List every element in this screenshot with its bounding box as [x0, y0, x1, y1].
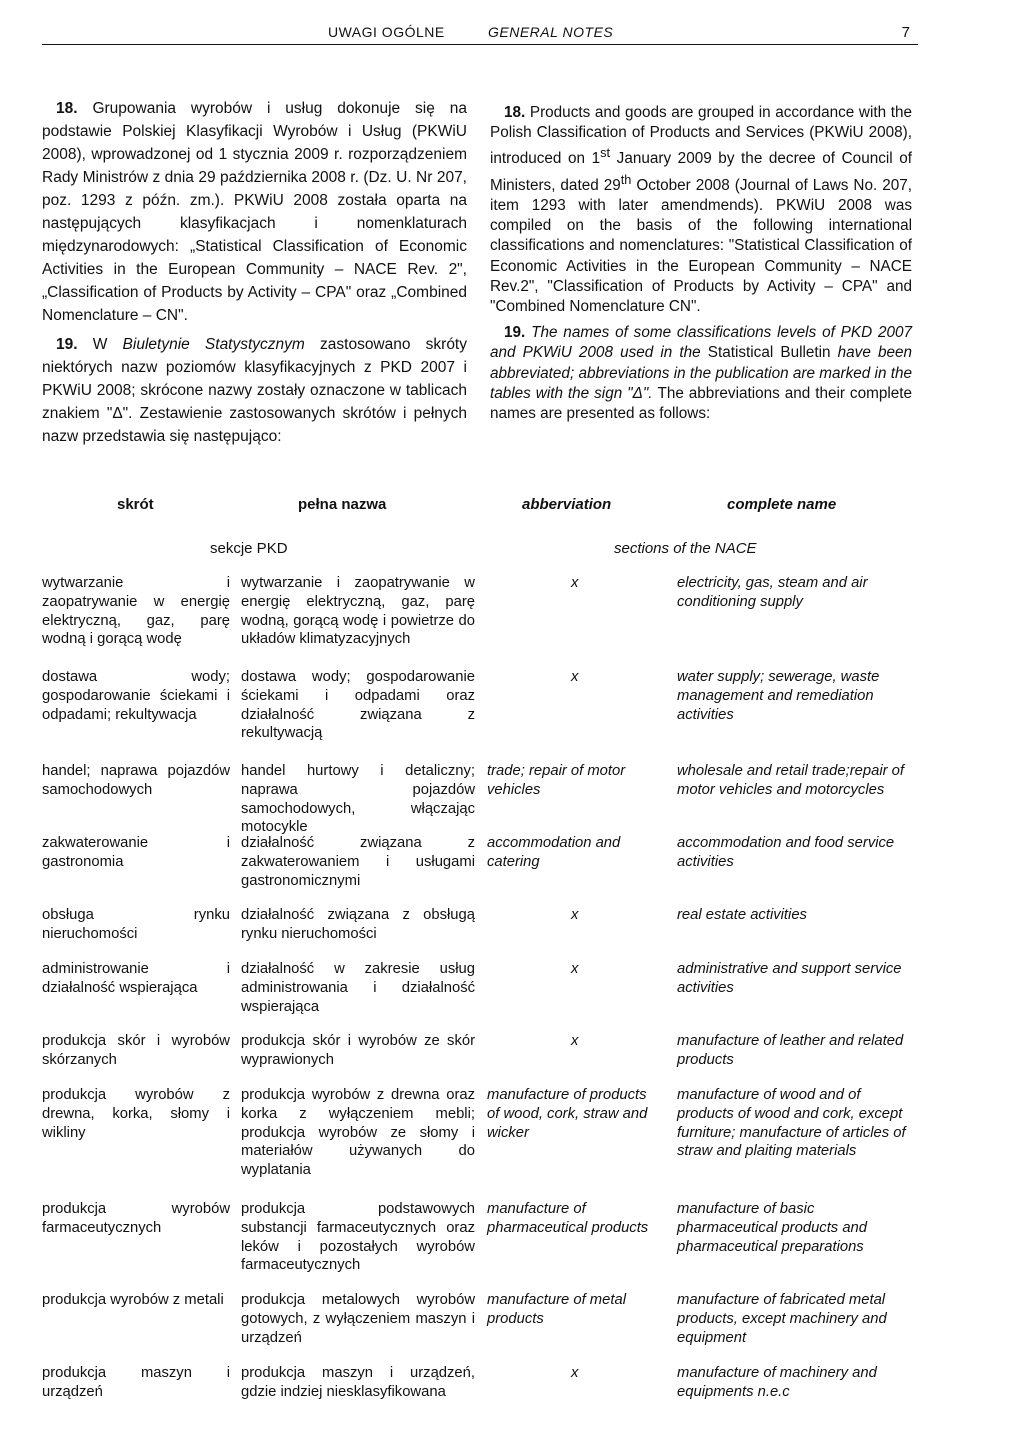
english-notes-column: [490, 103, 912, 430]
superscript: th: [620, 171, 632, 187]
table-cell-complete-en: water supply; sewerage, waste management and remediation activities: [677, 669, 880, 723]
table-cell-abbrev-pl: produkcja wyrobów z drewna, korka, słomy i wikliny: [42, 1087, 230, 1141]
note-text: W: [92, 336, 108, 353]
header-title-polish: UWAGI OGÓLNE: [328, 24, 445, 40]
table-cell-fullname-pl: produkcja maszyn i urządzeń, gdzie indziej niesklasyfikowana: [241, 1365, 475, 1400]
column-header-complete-name-en: complete name: [727, 496, 837, 513]
note-text: Products and goods are grouped in accordance with the Polish Classification of Products and Services (PKWiU 2008), introduced on 1: [490, 104, 912, 168]
note-19-english: [490, 323, 912, 424]
table-cell-fullname-pl: dostawa wody; gospodarowanie ściekami i odpadami oraz działalność związana z rekultywacją: [241, 669, 475, 742]
table-cell-abbrev-en: manufacture of metal products: [487, 1292, 626, 1327]
table-cell-abbrev-en: trade; repair of motor vehicles: [487, 763, 626, 798]
polish-notes-column: [42, 97, 467, 454]
note-number: 18.: [504, 104, 526, 121]
table-cell-fullname-pl: produkcja wyrobów z drewna oraz korka z wyłączeniem mebli; produkcja wyrobów ze słomy i materiałów używanych do wyplatania: [241, 1087, 475, 1179]
note-text-italic: The names of some classifications levels of PKD 2007 and PKWiU 2008 used in the: [490, 324, 912, 362]
note-number: 18.: [56, 100, 78, 117]
table-cell-abbrev-en: manufacture of pharmaceutical products: [487, 1201, 649, 1236]
table-cell-complete-en: manufacture of basic pharmaceutical products and pharmaceutical preparations: [677, 1201, 868, 1255]
table-cell-abbrev-pl: administrowanie i działalność wspierająca: [42, 961, 230, 996]
note-text-italic: Biuletynie Statystycznym: [122, 336, 305, 353]
table-cell-complete-en: manufacture of fabricated metal products, except machinery and equipment: [677, 1292, 887, 1346]
table-cell-complete-en: manufacture of wood and of products of wood and cork, except furniture; manufacture of articles of straw and plaiting materials: [677, 1087, 906, 1160]
table-cell-complete-en: administrative and support service activities: [677, 961, 902, 996]
table-cell-abbrev-pl: dostawa wody; gospodarowanie ściekami i odpadami; rekultywacja: [42, 669, 230, 723]
section-heading-en: sections of the NACE: [614, 540, 757, 557]
table-cell-abbrev-en: x: [571, 1033, 579, 1049]
table-cell-abbrev-pl: produkcja maszyn i urządzeń: [42, 1365, 230, 1400]
section-heading-pl: sekcje PKD: [210, 540, 288, 557]
table-cell-abbrev-en: accommodation and catering: [487, 835, 621, 870]
table-cell-complete-en: real estate activities: [677, 907, 807, 923]
page-header: [42, 22, 918, 45]
note-18-polish: [42, 97, 467, 327]
table-cell-abbrev-pl: produkcja wyrobów farmaceutycznych: [42, 1201, 230, 1236]
table-cell-complete-en: wholesale and retail trade;repair of motor vehicles and motorcycles: [677, 763, 905, 798]
table-cell-abbrev-en: x: [571, 961, 579, 977]
table-cell-abbrev-en: x: [571, 907, 579, 923]
note-text: January 2009 by the decree of Council of Ministers, dated 29: [490, 150, 912, 194]
table-cell-fullname-pl: działalność związana z obsługą rynku nieruchomości: [241, 907, 475, 942]
table-cell-fullname-pl: produkcja metalowych wyrobów gotowych, z wyłączeniem maszyn i urządzeń: [241, 1292, 475, 1346]
table-cell-fullname-pl: wytwarzanie i zaopatrywanie w energię elektryczną, gaz, parę wodną, gorącą wodę i powietrze do układów klimatyzacyjnych: [241, 575, 475, 648]
table-cell-abbrev-pl: produkcja skór i wyrobów skórzanych: [42, 1033, 230, 1068]
table-cell-fullname-pl: produkcja skór i wyrobów ze skór wyprawionych: [241, 1033, 475, 1068]
note-number: 19.: [504, 324, 526, 342]
note-text: October 2008 (Journal of Laws No. 207, item 1293 with later amendmends). PKWiU 2008 was compiled on the basis of the following international classifications and nomenclatures: "Statistical Classification of Economic Activities in the European Community – NACE Rev.2", "Classification of Products by Activity – CPA" and "Combined Nomenclature CN".: [490, 176, 912, 316]
table-cell-complete-en: electricity, gas, steam and air conditioning supply: [677, 575, 868, 610]
note-text: Statistical Bulletin: [707, 344, 831, 362]
header-title-english: GENERAL NOTES: [488, 24, 614, 40]
table-cell-fullname-pl: działalność w zakresie usług administrowania i działalność wspierająca: [241, 961, 475, 1015]
page-number: 7: [901, 24, 910, 41]
column-header-abbreviation-en: abberviation: [522, 496, 612, 513]
note-text: The abbreviations and their complete names are presented as follows:: [490, 384, 912, 423]
note-text: Grupowania wyrobów i usług dokonuje się na podstawie Polskiej Klasyfikacji Wyrobów i Usług (PKWiU 2008), wprowadzonej od 1 stycznia 2009 r. rozporządzeniem Rady Ministrów z dnia 29 października 2008 r. (Dz. U. Nr 207, poz. 1293 z późn. zm.). PKWiU 2008 została oparta na następujących klasyfikacjach i nomenklaturach międzynarodowych: „Statistical Classification of Economic Activities in the European Community – NACE Rev. 2", „Classification of Products by Activity – CPA" oraz „Combined Nomenclature – CN".: [42, 100, 467, 324]
table-cell-abbrev-pl: zakwaterowanie i gastronomia: [42, 835, 230, 870]
table-cell-abbrev-en: x: [571, 1365, 579, 1381]
table-cell-fullname-pl: produkcja podstawowych substancji farmaceutycznych oraz leków i pozostałych wyrobów farmaceutycznych: [241, 1201, 475, 1274]
table-cell-complete-en: accommodation and food service activities: [677, 835, 895, 870]
note-number: 19.: [56, 336, 78, 353]
superscript: st: [600, 145, 611, 161]
table-cell-abbrev-pl: obsługa rynku nieruchomości: [42, 907, 230, 942]
note-text-italic: have been abbreviated; abbreviations in the publication are marked in the tables with the sign "Δ".: [490, 344, 912, 402]
table-cell-abbrev-pl: handel; naprawa pojazdów samochodowych: [42, 763, 230, 798]
table-cell-abbrev-en: x: [571, 669, 579, 685]
column-header-abbreviation-pl: skrót: [117, 496, 154, 513]
table-cell-abbrev-en: x: [571, 575, 579, 591]
table-cell-complete-en: manufacture of machinery and equipments n.e.c: [677, 1365, 877, 1400]
table-cell-abbrev-en: manufacture of products of wood, cork, straw and wicker: [487, 1087, 648, 1141]
table-cell-fullname-pl: działalność związana z zakwaterowaniem i usługami gastronomicznymi: [241, 835, 475, 889]
table-cell-abbrev-pl: wytwarzanie i zaopatrywanie w energię elektryczną, gaz, parę wodną i gorącą wodę: [42, 575, 230, 648]
note-18-english: [490, 103, 912, 317]
note-text: zastosowano skróty niektórych nazw poziomów klasyfikacyjnych z PKD 2007 i PKWiU 2008; skrócone nazwy zostały oznaczone w tablicach znakiem "Δ". Zestawienie zastosowanych skrótów i pełnych nazw przedstawia się następująco:: [42, 336, 467, 445]
table-cell-complete-en: manufacture of leather and related products: [677, 1033, 904, 1068]
table-cell-fullname-pl: handel hurtowy i detaliczny; naprawa pojazdów samochodowych, włączając motocykle: [241, 763, 475, 836]
note-19-polish: [42, 333, 467, 448]
column-header-full-name-pl: pełna nazwa: [298, 496, 387, 513]
table-cell-abbrev-pl: produkcja wyrobów z metali: [42, 1292, 224, 1308]
